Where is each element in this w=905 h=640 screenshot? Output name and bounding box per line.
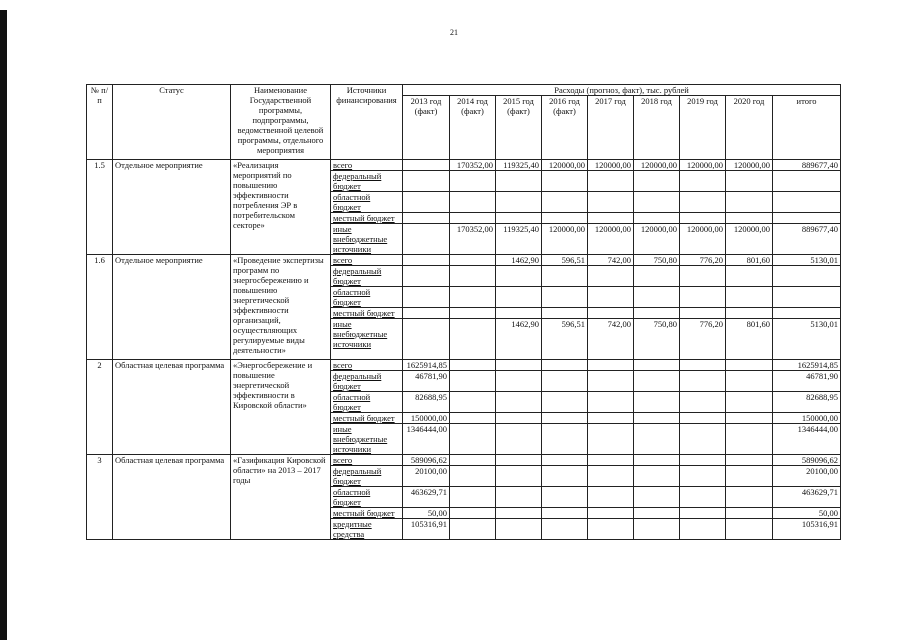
source-cell: областной бюджет bbox=[331, 392, 403, 413]
value-cell bbox=[496, 466, 542, 487]
value-cell bbox=[634, 455, 680, 466]
value-cell bbox=[450, 455, 496, 466]
value-cell bbox=[680, 519, 726, 540]
value-cell bbox=[542, 508, 588, 519]
value-cell bbox=[726, 466, 773, 487]
block-name: «Энергосбережение и повышение энергетической эффективности в Кировской области» bbox=[231, 360, 331, 455]
value-cell bbox=[542, 287, 588, 308]
table-row bbox=[87, 160, 841, 171]
value-cell: 889677,40 bbox=[773, 160, 841, 171]
value-cell bbox=[496, 266, 542, 287]
header-year: 2019 год bbox=[680, 96, 726, 160]
source-cell: всего bbox=[331, 360, 403, 371]
value-cell: 1462,90 bbox=[496, 255, 542, 266]
source-cell: иные внебюджетные источники bbox=[331, 424, 403, 455]
value-cell bbox=[496, 455, 542, 466]
value-cell bbox=[588, 508, 634, 519]
value-cell: 889677,40 bbox=[773, 224, 841, 255]
value-cell: 120000,00 bbox=[588, 160, 634, 171]
value-cell: 20100,00 bbox=[773, 466, 841, 487]
header-year: 2017 год bbox=[588, 96, 634, 160]
source-cell: федеральный бюджет bbox=[331, 466, 403, 487]
block-num: 3 bbox=[87, 455, 113, 540]
value-cell bbox=[403, 266, 450, 287]
value-cell: 750,80 bbox=[634, 255, 680, 266]
value-cell: 82688,95 bbox=[403, 392, 450, 413]
value-cell: 120000,00 bbox=[634, 224, 680, 255]
value-cell bbox=[450, 424, 496, 455]
value-cell: 801,60 bbox=[726, 319, 773, 360]
header-year: 2015 год (факт) bbox=[496, 96, 542, 160]
value-cell bbox=[680, 371, 726, 392]
value-cell bbox=[450, 519, 496, 540]
table-body bbox=[87, 160, 841, 540]
value-cell bbox=[403, 308, 450, 319]
table-row bbox=[87, 255, 841, 266]
value-cell bbox=[496, 392, 542, 413]
value-cell bbox=[496, 171, 542, 192]
value-cell bbox=[634, 308, 680, 319]
value-cell bbox=[773, 192, 841, 213]
value-cell: 776,20 bbox=[680, 319, 726, 360]
value-cell bbox=[773, 171, 841, 192]
value-cell bbox=[403, 255, 450, 266]
value-cell bbox=[450, 266, 496, 287]
value-cell bbox=[634, 487, 680, 508]
value-cell bbox=[726, 508, 773, 519]
value-cell bbox=[588, 487, 634, 508]
header-total: итого bbox=[773, 96, 841, 160]
value-cell bbox=[496, 192, 542, 213]
value-cell bbox=[680, 392, 726, 413]
value-cell bbox=[634, 519, 680, 540]
value-cell bbox=[680, 508, 726, 519]
header-num: № п/п bbox=[87, 85, 113, 160]
value-cell bbox=[542, 424, 588, 455]
value-cell: 46781,90 bbox=[773, 371, 841, 392]
value-cell bbox=[726, 308, 773, 319]
value-cell bbox=[634, 424, 680, 455]
value-cell bbox=[726, 192, 773, 213]
block-name: «Реализация мероприятий по повышению эффективности потребления ЭР в потребительском секторе» bbox=[231, 160, 331, 255]
value-cell bbox=[496, 213, 542, 224]
value-cell bbox=[496, 287, 542, 308]
value-cell bbox=[634, 392, 680, 413]
scan-edge bbox=[0, 10, 7, 640]
value-cell bbox=[588, 371, 634, 392]
value-cell bbox=[496, 508, 542, 519]
value-cell bbox=[496, 519, 542, 540]
value-cell: 120000,00 bbox=[726, 160, 773, 171]
value-cell bbox=[634, 466, 680, 487]
value-cell: 463629,71 bbox=[403, 487, 450, 508]
header-year: 2018 год bbox=[634, 96, 680, 160]
value-cell bbox=[726, 392, 773, 413]
value-cell: 801,60 bbox=[726, 255, 773, 266]
value-cell bbox=[588, 466, 634, 487]
value-cell: 120000,00 bbox=[680, 224, 726, 255]
value-cell bbox=[634, 360, 680, 371]
value-cell bbox=[588, 455, 634, 466]
source-cell: местный бюджет bbox=[331, 508, 403, 519]
value-cell bbox=[634, 171, 680, 192]
value-cell bbox=[726, 487, 773, 508]
value-cell bbox=[588, 424, 634, 455]
value-cell bbox=[680, 487, 726, 508]
value-cell bbox=[634, 287, 680, 308]
value-cell bbox=[450, 413, 496, 424]
value-cell bbox=[588, 360, 634, 371]
value-cell: 50,00 bbox=[403, 508, 450, 519]
value-cell: 120000,00 bbox=[542, 224, 588, 255]
value-cell bbox=[726, 171, 773, 192]
value-cell bbox=[403, 192, 450, 213]
block-status: Областная целевая программа bbox=[113, 455, 231, 540]
value-cell bbox=[450, 192, 496, 213]
block-status: Областная целевая программа bbox=[113, 360, 231, 455]
value-cell bbox=[450, 360, 496, 371]
value-cell bbox=[726, 424, 773, 455]
value-cell bbox=[680, 192, 726, 213]
value-cell bbox=[588, 213, 634, 224]
value-cell bbox=[588, 266, 634, 287]
value-cell bbox=[773, 287, 841, 308]
source-cell: местный бюджет bbox=[331, 413, 403, 424]
value-cell bbox=[588, 413, 634, 424]
block-num: 2 bbox=[87, 360, 113, 455]
value-cell bbox=[450, 508, 496, 519]
block-name: «Проведение экспертизы программ по энергосбережению и повышению энергетической эффективности организаций, осуществляющих регулируемые виды деятельности» bbox=[231, 255, 331, 360]
source-cell: федеральный бюджет bbox=[331, 171, 403, 192]
value-cell: 119325,40 bbox=[496, 160, 542, 171]
value-cell: 20100,00 bbox=[403, 466, 450, 487]
value-cell bbox=[680, 171, 726, 192]
value-cell bbox=[726, 413, 773, 424]
source-cell: областной бюджет bbox=[331, 192, 403, 213]
value-cell bbox=[496, 413, 542, 424]
header-sources: Источники финансирования bbox=[331, 85, 403, 160]
value-cell bbox=[634, 508, 680, 519]
value-cell bbox=[773, 266, 841, 287]
value-cell: 463629,71 bbox=[773, 487, 841, 508]
value-cell bbox=[542, 213, 588, 224]
table-row bbox=[87, 455, 841, 466]
value-cell: 5130,01 bbox=[773, 255, 841, 266]
source-cell: всего bbox=[331, 160, 403, 171]
value-cell bbox=[450, 213, 496, 224]
value-cell bbox=[496, 308, 542, 319]
value-cell: 596,51 bbox=[542, 319, 588, 360]
value-cell bbox=[542, 466, 588, 487]
value-cell bbox=[542, 266, 588, 287]
header-year: 2016 год (факт) bbox=[542, 96, 588, 160]
value-cell bbox=[450, 487, 496, 508]
value-cell bbox=[634, 266, 680, 287]
header-name: Наименование Государственной программы, подпрограммы, ведомственной целевой программы, отдельного мероприятия bbox=[231, 85, 331, 160]
value-cell bbox=[450, 319, 496, 360]
value-cell: 750,80 bbox=[634, 319, 680, 360]
block-status: Отдельное мероприятие bbox=[113, 160, 231, 255]
block-num: 1.5 bbox=[87, 160, 113, 255]
value-cell: 589096,62 bbox=[403, 455, 450, 466]
source-cell: всего bbox=[331, 255, 403, 266]
value-cell bbox=[680, 308, 726, 319]
value-cell bbox=[680, 424, 726, 455]
value-cell bbox=[450, 308, 496, 319]
value-cell bbox=[450, 171, 496, 192]
value-cell bbox=[726, 371, 773, 392]
expenses-table bbox=[86, 84, 841, 540]
value-cell bbox=[496, 371, 542, 392]
value-cell bbox=[588, 392, 634, 413]
value-cell: 596,51 bbox=[542, 255, 588, 266]
value-cell bbox=[496, 360, 542, 371]
value-cell bbox=[403, 171, 450, 192]
value-cell bbox=[634, 192, 680, 213]
value-cell: 120000,00 bbox=[680, 160, 726, 171]
value-cell: 742,00 bbox=[588, 319, 634, 360]
value-cell bbox=[588, 308, 634, 319]
value-cell bbox=[726, 455, 773, 466]
value-cell: 776,20 bbox=[680, 255, 726, 266]
value-cell: 105316,91 bbox=[403, 519, 450, 540]
value-cell bbox=[680, 287, 726, 308]
source-cell: федеральный бюджет bbox=[331, 371, 403, 392]
source-cell: иные внебюджетные источники bbox=[331, 319, 403, 360]
value-cell bbox=[403, 224, 450, 255]
value-cell bbox=[450, 392, 496, 413]
source-cell: иные внебюджетные источники bbox=[331, 224, 403, 255]
value-cell: 150000,00 bbox=[403, 413, 450, 424]
source-cell: всего bbox=[331, 455, 403, 466]
value-cell: 742,00 bbox=[588, 255, 634, 266]
source-cell: местный бюджет bbox=[331, 213, 403, 224]
value-cell bbox=[588, 519, 634, 540]
value-cell: 1462,90 bbox=[496, 319, 542, 360]
source-cell: федеральный бюджет bbox=[331, 266, 403, 287]
value-cell: 120000,00 bbox=[588, 224, 634, 255]
source-cell: местный бюджет bbox=[331, 308, 403, 319]
value-cell: 105316,91 bbox=[773, 519, 841, 540]
source-cell: кредитные средства bbox=[331, 519, 403, 540]
value-cell bbox=[726, 360, 773, 371]
value-cell bbox=[634, 413, 680, 424]
value-cell bbox=[542, 487, 588, 508]
value-cell bbox=[403, 287, 450, 308]
value-cell bbox=[726, 287, 773, 308]
table-row bbox=[87, 360, 841, 371]
value-cell bbox=[542, 171, 588, 192]
value-cell bbox=[634, 213, 680, 224]
header-year: 2013 год (факт) bbox=[403, 96, 450, 160]
value-cell: 150000,00 bbox=[773, 413, 841, 424]
value-cell bbox=[542, 413, 588, 424]
source-cell: областной бюджет bbox=[331, 287, 403, 308]
value-cell bbox=[680, 466, 726, 487]
value-cell bbox=[403, 319, 450, 360]
source-cell: областной бюджет bbox=[331, 487, 403, 508]
header-status: Статус bbox=[113, 85, 231, 160]
value-cell: 120000,00 bbox=[726, 224, 773, 255]
value-cell bbox=[542, 519, 588, 540]
value-cell: 1346444,00 bbox=[403, 424, 450, 455]
value-cell: 46781,90 bbox=[403, 371, 450, 392]
value-cell bbox=[450, 466, 496, 487]
header-year: 2020 год bbox=[726, 96, 773, 160]
value-cell: 50,00 bbox=[773, 508, 841, 519]
value-cell: 170352,00 bbox=[450, 224, 496, 255]
value-cell: 119325,40 bbox=[496, 224, 542, 255]
value-cell: 120000,00 bbox=[634, 160, 680, 171]
value-cell: 1625914,85 bbox=[403, 360, 450, 371]
value-cell bbox=[496, 424, 542, 455]
value-cell bbox=[403, 213, 450, 224]
value-cell: 589096,62 bbox=[773, 455, 841, 466]
value-cell bbox=[588, 287, 634, 308]
value-cell bbox=[634, 371, 680, 392]
value-cell bbox=[773, 308, 841, 319]
value-cell bbox=[680, 360, 726, 371]
value-cell: 1625914,85 bbox=[773, 360, 841, 371]
value-cell bbox=[542, 308, 588, 319]
value-cell bbox=[773, 213, 841, 224]
value-cell bbox=[403, 160, 450, 171]
block-num: 1.6 bbox=[87, 255, 113, 360]
value-cell bbox=[450, 255, 496, 266]
value-cell: 1346444,00 bbox=[773, 424, 841, 455]
value-cell: 82688,95 bbox=[773, 392, 841, 413]
value-cell bbox=[542, 392, 588, 413]
value-cell bbox=[542, 371, 588, 392]
value-cell: 5130,01 bbox=[773, 319, 841, 360]
value-cell bbox=[680, 266, 726, 287]
header-expenses: Расходы (прогноз, факт), тыс. рублей bbox=[403, 85, 841, 96]
value-cell bbox=[588, 171, 634, 192]
value-cell bbox=[680, 413, 726, 424]
value-cell bbox=[542, 360, 588, 371]
value-cell bbox=[496, 487, 542, 508]
value-cell bbox=[450, 287, 496, 308]
value-cell bbox=[542, 455, 588, 466]
value-cell bbox=[680, 213, 726, 224]
value-cell bbox=[680, 455, 726, 466]
page-number: 21 bbox=[450, 28, 458, 37]
block-name: «Газификация Кировской области» на 2013 – 2017 годы bbox=[231, 455, 331, 540]
block-status: Отдельное мероприятие bbox=[113, 255, 231, 360]
value-cell bbox=[726, 213, 773, 224]
value-cell: 170352,00 bbox=[450, 160, 496, 171]
value-cell bbox=[726, 519, 773, 540]
value-cell bbox=[588, 192, 634, 213]
header-year: 2014 год (факт) bbox=[450, 96, 496, 160]
value-cell bbox=[726, 266, 773, 287]
value-cell bbox=[450, 371, 496, 392]
value-cell bbox=[542, 192, 588, 213]
value-cell: 120000,00 bbox=[542, 160, 588, 171]
